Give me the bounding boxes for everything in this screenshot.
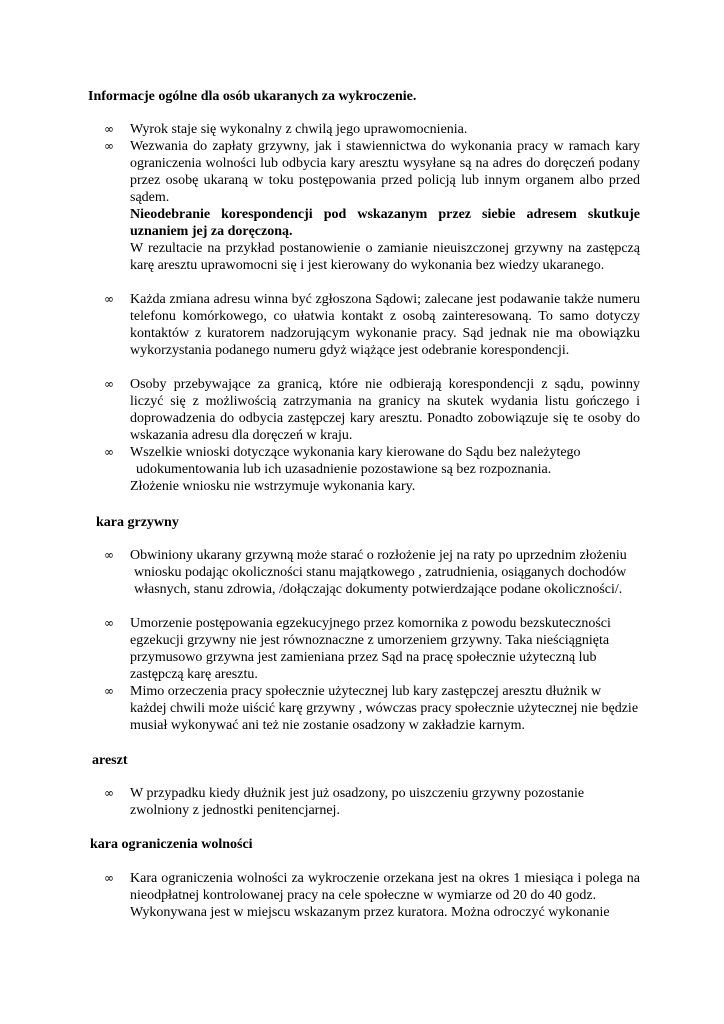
section-title-kara-ograniczenia-wolnosci: kara ograniczenia wolności: [90, 837, 253, 852]
paragraph: udokumentowania lub ich uzasadnienie pozostawione są bez rozpoznania.: [136, 462, 552, 477]
list-item: [104, 683, 640, 734]
infinity-bullet-icon: ∞: [104, 786, 114, 800]
infinity-bullet-icon: ∞: [104, 139, 114, 153]
paragraph: Mimo orzeczenia pracy społecznie użytecznej lub kary zastępczej aresztu dłużnik w każdej chwili może uiścić karę grzywny , wówczas pracy społecznie użytecznej nie będzie musiał wykonywać ani też nie zostanie osadzony w zakładzie karnym.: [130, 684, 639, 733]
list-item: [104, 444, 640, 495]
list-item: [104, 121, 640, 138]
bold-warning: Nieodebranie korespondencji pod wskazanym przez siebie adresem skutkuje uznaniem jej za doręczoną.: [130, 207, 640, 239]
infinity-bullet-icon: ∞: [104, 292, 114, 306]
list-item: [104, 376, 640, 444]
infinity-bullet-icon: ∞: [104, 684, 114, 698]
section-title-kara-grzywny: kara grzywny: [96, 515, 179, 530]
infinity-bullet-icon: ∞: [104, 548, 114, 562]
paragraph: W przypadku kiedy dłużnik jest już osadzony, po uiszczeniu grzywny pozostanie zwolniony z jednostki penitencjarnej.: [130, 786, 585, 818]
infinity-bullet-icon: ∞: [104, 122, 114, 136]
paragraph: Wezwania do zapłaty grzywny, jak i stawiennictwa do wykonania pracy w ramach kary ograniczenia wolności lub odbycia kary aresztu wysyłane są na adres do doręczeń podany przez osobę ukaraną w toku postępowania przed policją lub innym organem albo przed sądem.: [130, 139, 640, 205]
list-item: [104, 547, 640, 598]
infinity-bullet-icon: ∞: [104, 377, 114, 391]
list-item: [104, 615, 640, 683]
paragraph: Umorzenie postępowania egzekucyjnego przez komornika z powodu bezskuteczności egzekucji grzywny nie jest równoznaczne z umorzeniem grzywny. Taka nieściągnięta przymusowo grzywna jest zamieniana przez Sąd na pracę społecznie użyteczną lub zastępczą karę aresztu.: [130, 616, 611, 682]
list-item: [104, 291, 640, 359]
paragraph: Wykonywana jest w miejscu wskazanym przez kuratora. Można odroczyć wykonanie: [130, 905, 610, 920]
paragraph: Wyrok staje się wykonalny z chwilą jego uprawomocnienia.: [130, 122, 468, 137]
paragraph: Obwiniony ukarany grzywną może starać o rozłożenie jej na raty po uprzednim złożeniu wniosku podając okoliczności stanu majątkowego , zatrudnienia, osiąganych dochodów własnych, stanu zdrowia, /dołączając dokumenty potwierdzające podane okoliczności/.: [130, 548, 627, 597]
paragraph: W rezultacie na przykład postanowienie o zamianie nieuiszczonej grzywny na zastępczą karę aresztu uprawomocni się i jest kierowany do wykonania bez wiedzy ukaranego.: [130, 241, 640, 273]
infinity-bullet-icon: ∞: [104, 445, 114, 459]
paragraph: Wszelkie wnioski dotyczące wykonania kary kierowane do Sądu bez należytego: [130, 445, 581, 460]
section-title-areszt: areszt: [92, 753, 128, 768]
paragraph: Każda zmiana adresu winna być zgłoszona Sądowi; zalecane jest podawanie także numeru telefonu komórkowego, co ułatwia kontakt z osobą zainteresowaną. To samo dotyczy kontaktów z kuratorem nadzorującym wykonanie pracy. Sąd jednak nie ma obowiązku wykorzystania podanego numeru gdyż wiążące jest odebranie korespondencji.: [130, 292, 640, 358]
paragraph: Osoby przebywające za granicą, które nie odbierają korespondencji z sądu, powinny liczyć się z możliwością zatrzymania na granicy na skutek wydania listu gończego i doprowadzenia do odbycia zastępczej kary aresztu. Ponadto zobowiązuje się te osoby do wskazania adresu dla doręczeń w kraju.: [130, 377, 640, 443]
page-heading: Informacje ogólne dla osób ukaranych za wykroczenie.: [88, 89, 417, 104]
list-item: [104, 870, 640, 921]
infinity-bullet-icon: ∞: [104, 871, 114, 885]
list-item: [104, 138, 640, 274]
infinity-bullet-icon: ∞: [104, 616, 114, 630]
list-item: [104, 785, 640, 819]
paragraph: Złożenie wniosku nie wstrzymuje wykonania kary.: [130, 479, 416, 494]
paragraph: Kara ograniczenia wolności za wykroczenie orzekana jest na okres 1 miesiąca i polega na nieodpłatnej kontrolowanej pracy na cele społeczne w wymiarze od 20 do 40 godz.: [130, 871, 640, 903]
